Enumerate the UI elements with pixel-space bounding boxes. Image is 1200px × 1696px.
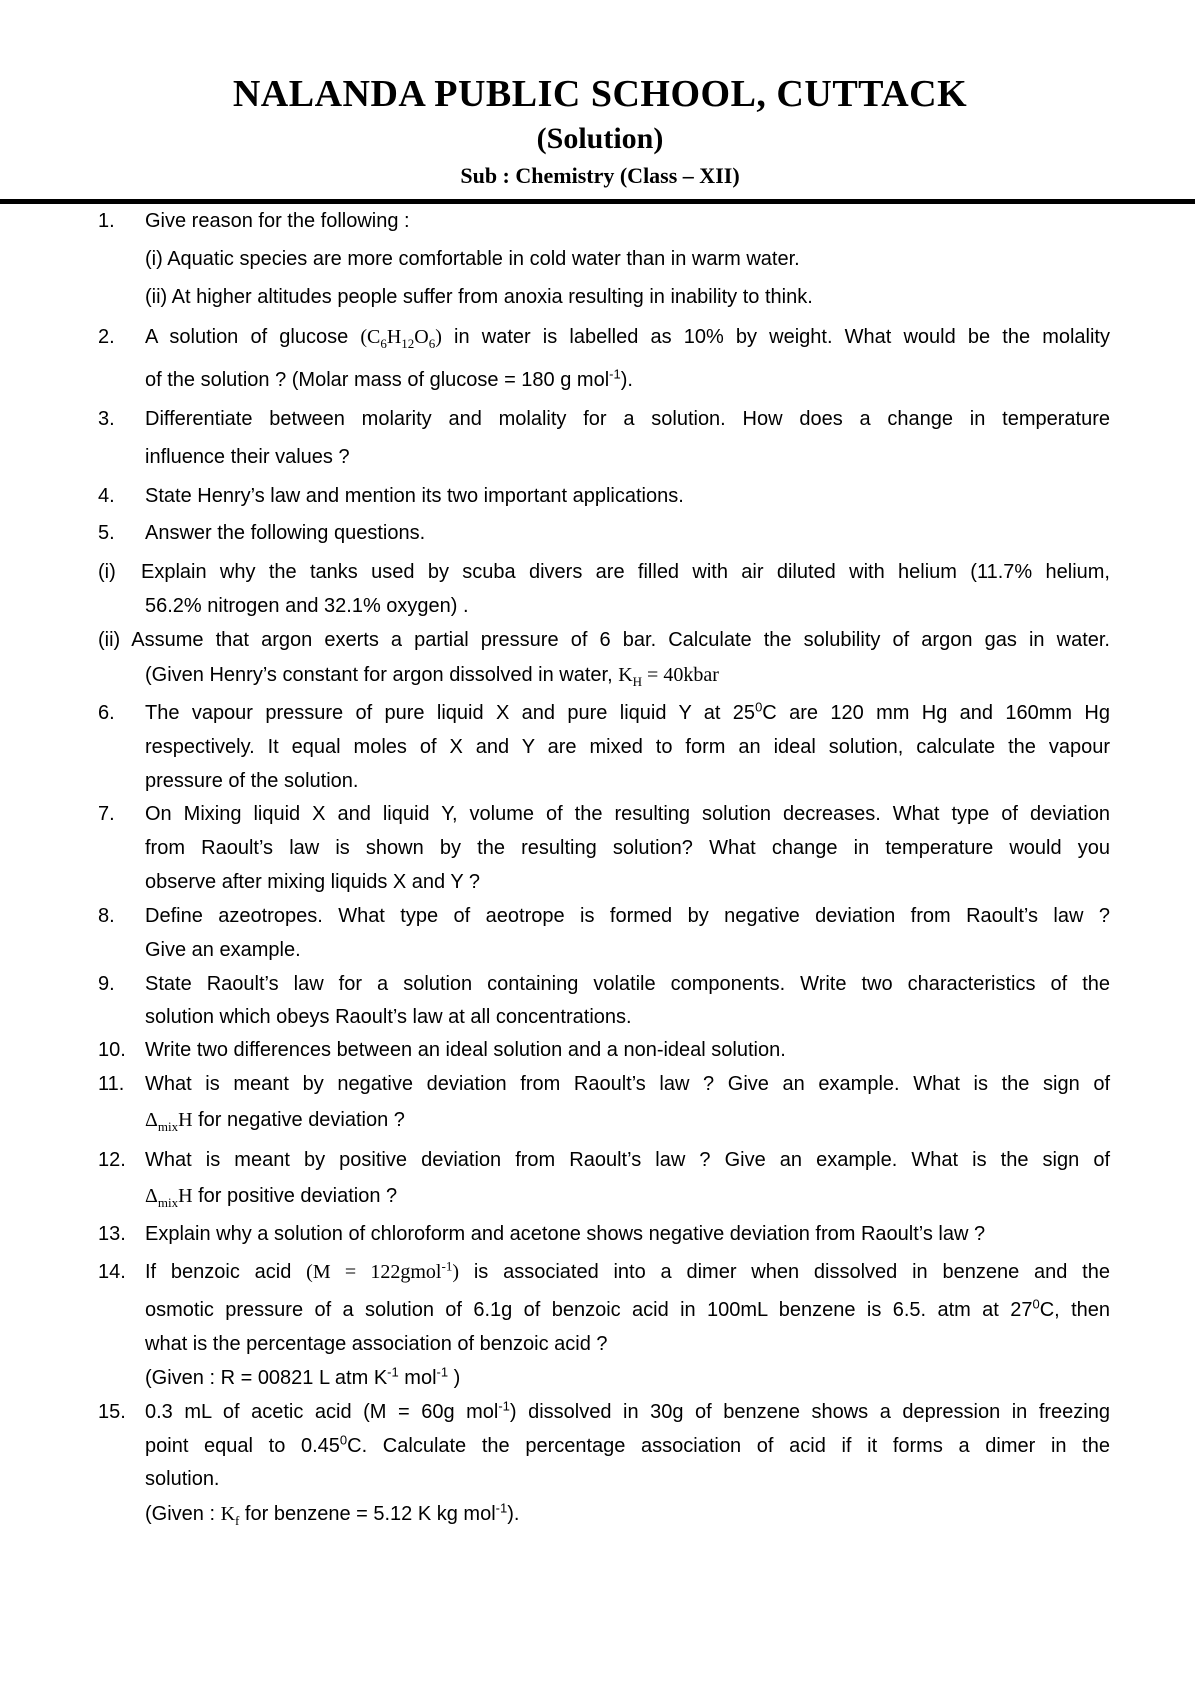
- question-number: 6.: [98, 702, 115, 724]
- question-text: observe after mixing liquids X and Y ?: [145, 871, 481, 893]
- question-text: osmotic pressure of a solution of 6.1g of benzoic acid in 100mL benzene is 6.5. atm at $27^0C$, then: [145, 1296, 1110, 1321]
- question-text: (ii) At higher altitudes people suffer from anoxia resulting in inability to think.: [145, 286, 813, 308]
- question-text: of the solution ? (Molar mass of glucose = 180 g mol$^{-1}$).: [145, 366, 633, 391]
- question-text: $\Delta_{mix}H$ for positive deviation ?: [145, 1185, 398, 1210]
- question-number: 2.: [98, 326, 115, 348]
- question-number: 11.: [98, 1073, 125, 1095]
- question-text: The vapour pressure of pure liquid X and pure liquid Y at $25^0C$ are 120 mm Hg and 160mm Hg: [145, 699, 1110, 724]
- question-number: 13.: [98, 1223, 126, 1245]
- question-number: 4.: [98, 485, 115, 507]
- freezing-constant: $K_f$: [220, 1503, 240, 1528]
- question-text: Differentiate between molarity and molality for a solution. How does a change in temperature: [145, 408, 1110, 430]
- question-text: On Mixing liquid X and liquid Y, volume of the resulting solution decreases. What type of deviation: [145, 803, 1110, 825]
- molar-mass-benzoic: (M = 122gmol$^{-1}$): [306, 1258, 460, 1283]
- question-text: Give reason for the following :: [145, 210, 410, 232]
- question-text: Write two differences between an ideal solution and a non-ideal solution.: [145, 1039, 786, 1061]
- question-text: solution which obeys Raoult’s law at all concentrations.: [145, 1006, 632, 1028]
- henry-constant: $K_H$ = 40kbar: [618, 664, 719, 689]
- question-text: solution.: [145, 1468, 220, 1490]
- question-text: (Given : R = 00821 L atm $K^{-1}$ mol$^{-1}$ ): [145, 1364, 461, 1389]
- question-text: (Given : $K_f$ for benzene = 5.12 K kg mol$^{-1}$).: [145, 1500, 520, 1528]
- question-number: 3.: [98, 408, 115, 430]
- question-text: pressure of the solution.: [145, 770, 359, 792]
- question-text: Answer the following questions.: [145, 522, 426, 544]
- enthalpy-mix-symbol: $\Delta_{mix}H$: [145, 1109, 193, 1134]
- question-number: 5.: [98, 522, 115, 544]
- question-number: 1.: [98, 210, 115, 232]
- question-text: 56.2% nitrogen and 32.1% oxygen) .: [145, 595, 469, 617]
- question-text: State Raoult’s law for a solution containing volatile components. Write two characteristics of the: [145, 973, 1110, 995]
- question-text: (i) Aquatic species are more comfortable in cold water than in warm water.: [145, 248, 800, 270]
- question-text: from Raoult’s law is shown by the resulting solution? What change in temperature would you: [145, 837, 1110, 859]
- question-text: (Given Henry’s constant for argon dissolved in water, $K_H$ = 40kbar: [145, 664, 719, 689]
- enthalpy-mix-symbol: $\Delta_{mix}H$: [145, 1185, 193, 1210]
- question-text: Define azeotropes. What type of aeotrope is formed by negative deviation from Raoult’s law ?: [145, 905, 1110, 927]
- question-number: 8.: [98, 905, 115, 927]
- question-text: respectively. It equal moles of X and Y are mixed to form an ideal solution, calculate the vapour: [145, 736, 1110, 758]
- question-text: influence their values ?: [145, 446, 350, 468]
- question-text: What is meant by negative deviation from Raoult’s law ? Give an example. What is the sign of: [145, 1073, 1110, 1095]
- subject-line: Sub : Chemistry (Class – XII): [460, 163, 740, 188]
- question-text: (ii) Assume that argon exerts a partial pressure of 6 bar. Calculate the solubility of argon gas in water.: [98, 629, 1110, 651]
- header-divider: [0, 199, 1195, 204]
- question-text: point equal to 0.45$^0$C. Calculate the percentage association of acid if it forms a dimer in the: [145, 1432, 1110, 1457]
- glucose-formula: $(C_6H_{12}O_6)$: [360, 326, 442, 351]
- question-number: 14.: [98, 1261, 126, 1283]
- question-number: 7.: [98, 803, 115, 825]
- question-text: what is the percentage association of benzoic acid ?: [145, 1333, 608, 1355]
- question-number: 9.: [98, 973, 115, 995]
- question-text: Explain why the tanks used by scuba divers are filled with air diluted with helium (11.7% helium,: [141, 561, 1110, 583]
- question-text: 0.3 mL of acetic acid (M = 60g mol$^{-1}$) dissolved in 30g of benzene shows a depression in freezing: [145, 1398, 1110, 1423]
- question-number: 12.: [98, 1149, 126, 1171]
- question-text: What is meant by positive deviation from Raoult’s law ? Give an example. What is the sign of: [145, 1149, 1110, 1171]
- sub-question-number: (i): [98, 561, 116, 583]
- question-text: If benzoic acid (M = 122gmol$^{-1}$) is associated into a dimer when dissolved in benzene and the: [145, 1258, 1110, 1283]
- question-text: State Henry’s law and mention its two important applications.: [145, 485, 684, 507]
- school-name: NALANDA PUBLIC SCHOOL, CUTTACK: [232, 73, 968, 115]
- question-number: 15.: [98, 1401, 126, 1423]
- document-title: (Solution): [536, 122, 664, 155]
- question-text: A solution of glucose $(C_6H_{12}O_6)$ in water is labelled as 10% by weight. What would be the molality: [145, 326, 1110, 351]
- question-text: $\Delta_{mix}H$ for negative deviation ?: [145, 1109, 405, 1134]
- question-text: Give an example.: [145, 939, 301, 961]
- question-text: Explain why a solution of chloroform and acetone shows negative deviation from Raoult’s law ?: [145, 1223, 986, 1245]
- question-number: 10.: [98, 1039, 126, 1061]
